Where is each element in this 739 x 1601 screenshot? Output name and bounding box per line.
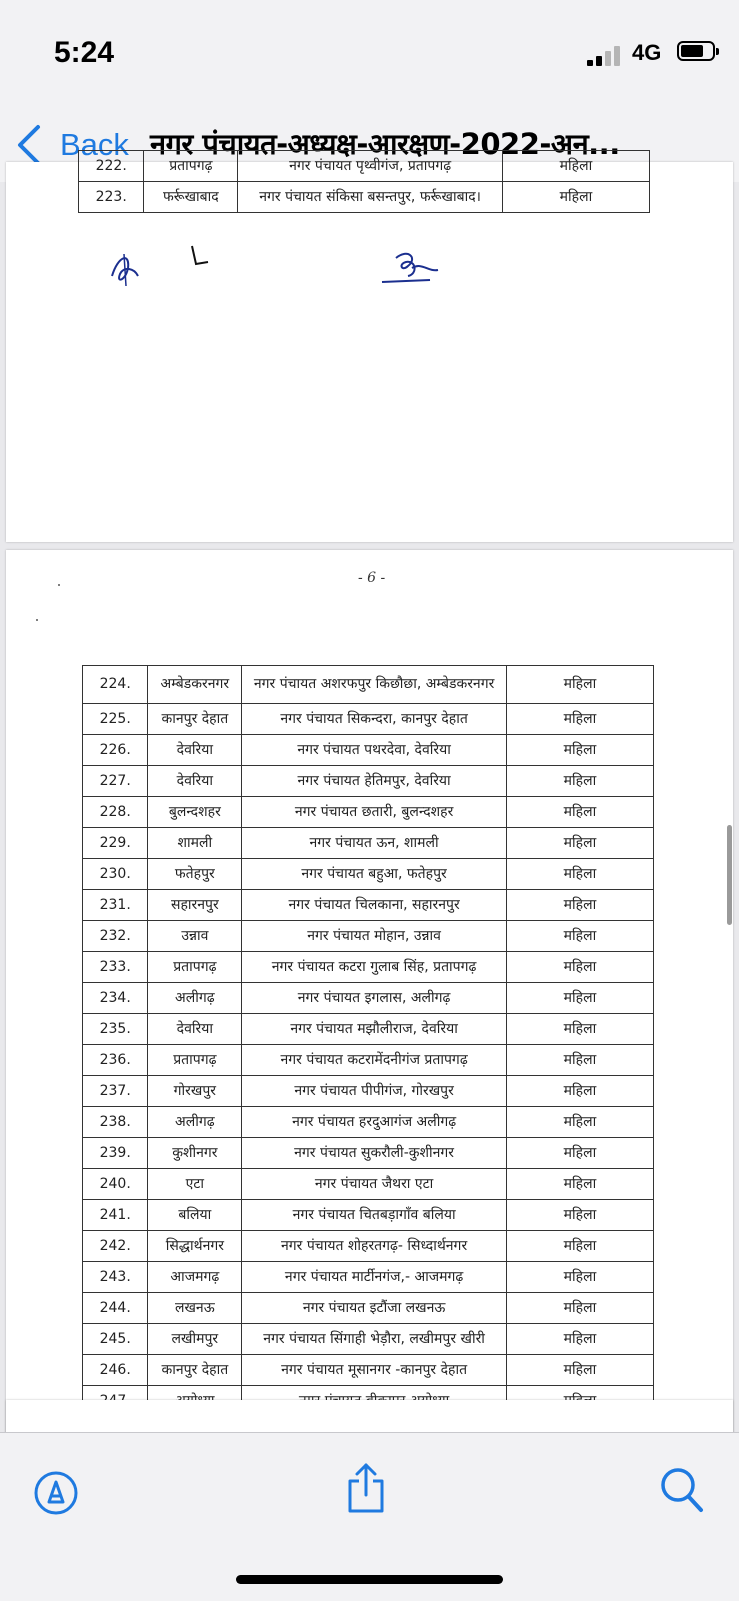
signature-main — [378, 244, 448, 289]
row-number: 222. — [79, 151, 144, 182]
row-nagar-panchayat: नगर पंचायत सिकन्दरा, कानपुर देहात — [242, 704, 507, 735]
row-number: 239. — [83, 1138, 148, 1169]
row-category: महिला — [506, 666, 653, 704]
row-district: बलिया — [148, 1200, 242, 1231]
row-category: महिला — [506, 1138, 653, 1169]
row-category: महिला — [506, 1045, 653, 1076]
row-nagar-panchayat: नगर पंचायत मार्टीनगंज,- आजमगढ़ — [242, 1262, 507, 1293]
table-row — [83, 952, 654, 983]
row-nagar-panchayat: नगर पंचायत हरदुआगंज अलीगढ़ — [242, 1107, 507, 1138]
document-page — [6, 157, 733, 542]
row-category: महिला — [502, 151, 649, 182]
table-row — [83, 735, 654, 766]
table-row — [83, 1355, 654, 1386]
table-row — [79, 151, 650, 182]
table-row — [83, 1045, 654, 1076]
row-category: महिला — [506, 1169, 653, 1200]
row-district: एटा — [148, 1169, 242, 1200]
row-district: शामली — [148, 828, 242, 859]
chevron-left-icon — [16, 124, 42, 166]
row-category: महिला — [506, 797, 653, 828]
row-district: कानपुर देहात — [148, 704, 242, 735]
table-row — [83, 797, 654, 828]
document-title: नगर पंचायत-अध्यक्ष-आरक्षण-2022-अन... — [150, 127, 620, 161]
row-nagar-panchayat: नगर पंचायत सुकरौली-कुशीनगर — [242, 1138, 507, 1169]
row-district: सहारनपुर — [148, 890, 242, 921]
battery-icon — [677, 41, 715, 61]
row-district: सिद्धार्थनगर — [148, 1231, 242, 1262]
row-nagar-panchayat: नगर पंचायत इगलास, अलीगढ़ — [242, 983, 507, 1014]
row-number: 242. — [83, 1231, 148, 1262]
row-nagar-panchayat: नगर पंचायत कटरा गुलाब सिंह, प्रतापगढ़ — [242, 952, 507, 983]
signature-initial-1 — [104, 246, 154, 291]
row-category: महिला — [506, 1231, 653, 1262]
table-row — [83, 1169, 654, 1200]
row-district: गोरखपुर — [148, 1076, 242, 1107]
row-nagar-panchayat: नगर पंचायत संकिसा बसन्तपुर, फर्रूखाबाद। — [238, 182, 503, 213]
row-category: महिला — [506, 921, 653, 952]
table-row — [83, 1262, 654, 1293]
row-number: 228. — [83, 797, 148, 828]
row-nagar-panchayat: नगर पंचायत मूसानगर -कानपुर देहात — [242, 1355, 507, 1386]
row-district: कानपुर देहात — [148, 1355, 242, 1386]
row-district: देवरिया — [148, 735, 242, 766]
row-number: 229. — [83, 828, 148, 859]
back-label: Back — [60, 127, 129, 162]
row-number: 226. — [83, 735, 148, 766]
row-number: 225. — [83, 704, 148, 735]
row-district: अम्बेडकरनगर — [148, 666, 242, 704]
row-nagar-panchayat: नगर पंचायत मोहान, उन्नाव — [242, 921, 507, 952]
row-nagar-panchayat: नगर पंचायत पृथ्वीगंज, प्रतापगढ़ — [238, 151, 503, 182]
row-number: 227. — [83, 766, 148, 797]
row-nagar-panchayat: नगर पंचायत सिंगाही भेड़ौरा, लखीमपुर खीरी — [242, 1324, 507, 1355]
row-nagar-panchayat: नगर पंचायत मझौलीराज, देवरिया — [242, 1014, 507, 1045]
table-row — [83, 666, 654, 704]
table-row — [83, 983, 654, 1014]
row-category: महिला — [506, 1076, 653, 1107]
clock-time: 5:24 — [54, 36, 115, 69]
row-category: महिला — [506, 1200, 653, 1231]
row-nagar-panchayat: नगर पंचायत चिलकाना, सहारनपुर — [242, 890, 507, 921]
row-number: 235. — [83, 1014, 148, 1045]
row-number: 236. — [83, 1045, 148, 1076]
row-nagar-panchayat: नगर पंचायत छतारी, बुलन्दशहर — [242, 797, 507, 828]
row-district: प्रतापगढ़ — [144, 151, 238, 182]
status-bar — [0, 0, 739, 100]
row-nagar-panchayat: नगर पंचायत इटौंजा लखनऊ — [242, 1293, 507, 1324]
row-nagar-panchayat: नगर पंचायत चितबड़ागाँव बलिया — [242, 1200, 507, 1231]
row-number: 237. — [83, 1076, 148, 1107]
row-nagar-panchayat: नगर पंचायत पथरदेवा, देवरिया — [242, 735, 507, 766]
row-category: महिला — [506, 1293, 653, 1324]
row-category: महिला — [506, 704, 653, 735]
row-number: 246. — [83, 1355, 148, 1386]
row-number: 241. — [83, 1200, 148, 1231]
table-row — [83, 921, 654, 952]
row-district: प्रतापगढ़ — [148, 1045, 242, 1076]
row-district: आजमगढ़ — [148, 1262, 242, 1293]
reservation-table — [78, 150, 650, 213]
row-district: कुशीनगर — [148, 1138, 242, 1169]
row-nagar-panchayat: नगर पंचायत बहुआ, फतेहपुर — [242, 859, 507, 890]
row-district: देवरिया — [148, 766, 242, 797]
row-district: लखनऊ — [148, 1293, 242, 1324]
row-category: महिला — [506, 1107, 653, 1138]
row-category: महिला — [506, 859, 653, 890]
row-number: 245. — [83, 1324, 148, 1355]
row-district: फर्रूखाबाद — [144, 182, 238, 213]
reservation-table — [82, 665, 654, 1417]
row-category: महिला — [506, 952, 653, 983]
table-row — [83, 1076, 654, 1107]
row-category: महिला — [502, 182, 649, 213]
signature-initial-2 — [184, 242, 214, 272]
row-district: लखीमपुर — [148, 1324, 242, 1355]
share-icon[interactable] — [346, 1461, 386, 1515]
markup-pen-icon[interactable] — [33, 1470, 79, 1516]
row-number: 243. — [83, 1262, 148, 1293]
row-number: 231. — [83, 890, 148, 921]
row-number: 234. — [83, 983, 148, 1014]
row-number: 232. — [83, 921, 148, 952]
table-row — [79, 182, 650, 213]
table-row — [83, 890, 654, 921]
row-number: 223. — [79, 182, 144, 213]
table-row — [83, 828, 654, 859]
search-icon[interactable] — [659, 1466, 705, 1514]
row-category: महिला — [506, 1014, 653, 1045]
row-district: अलीगढ़ — [148, 1107, 242, 1138]
row-district: प्रतापगढ़ — [148, 952, 242, 983]
row-nagar-panchayat: नगर पंचायत कटरामेंदनीगंज प्रतापगढ़ — [242, 1045, 507, 1076]
table-row — [83, 766, 654, 797]
document-viewer[interactable] — [0, 157, 739, 1432]
row-number: 240. — [83, 1169, 148, 1200]
table-row — [83, 1014, 654, 1045]
row-district: फतेहपुर — [148, 859, 242, 890]
scroll-indicator[interactable] — [727, 825, 732, 925]
row-category: महिला — [506, 983, 653, 1014]
row-category: महिला — [506, 1324, 653, 1355]
row-number: 238. — [83, 1107, 148, 1138]
row-number: 233. — [83, 952, 148, 983]
row-nagar-panchayat: नगर पंचायत हेतिमपुर, देवरिया — [242, 766, 507, 797]
cellular-signal-icon — [587, 44, 621, 66]
table-row — [83, 1231, 654, 1262]
row-category: महिला — [506, 766, 653, 797]
table-row — [83, 1293, 654, 1324]
table-row — [83, 1200, 654, 1231]
row-district: देवरिया — [148, 1014, 242, 1045]
row-district: बुलन्दशहर — [148, 797, 242, 828]
row-number: 230. — [83, 859, 148, 890]
table-row — [83, 704, 654, 735]
row-nagar-panchayat: नगर पंचायत अशरफपुर किछौछा, अम्बेडकरनगर — [242, 666, 507, 704]
row-nagar-panchayat: नगर पंचायत जैथरा एटा — [242, 1169, 507, 1200]
network-type: 4G — [632, 40, 662, 65]
row-nagar-panchayat: नगर पंचायत पीपीगंज, गोरखपुर — [242, 1076, 507, 1107]
page-number-mark: - 6 - — [358, 570, 386, 586]
row-category: महिला — [506, 828, 653, 859]
row-category: महिला — [506, 1355, 653, 1386]
row-number: 224. — [83, 666, 148, 704]
table-row — [83, 1324, 654, 1355]
row-category: महिला — [506, 735, 653, 766]
row-number: 244. — [83, 1293, 148, 1324]
row-category: महिला — [506, 1262, 653, 1293]
row-nagar-panchayat: नगर पंचायत ऊन, शामली — [242, 828, 507, 859]
table-row — [83, 859, 654, 890]
row-category: महिला — [506, 890, 653, 921]
home-indicator[interactable] — [236, 1575, 503, 1584]
row-district: उन्नाव — [148, 921, 242, 952]
table-row — [83, 1107, 654, 1138]
table-row — [83, 1138, 654, 1169]
row-district: अलीगढ़ — [148, 983, 242, 1014]
row-nagar-panchayat: नगर पंचायत शोहरतगढ़- सिध्दार्थनगर — [242, 1231, 507, 1262]
